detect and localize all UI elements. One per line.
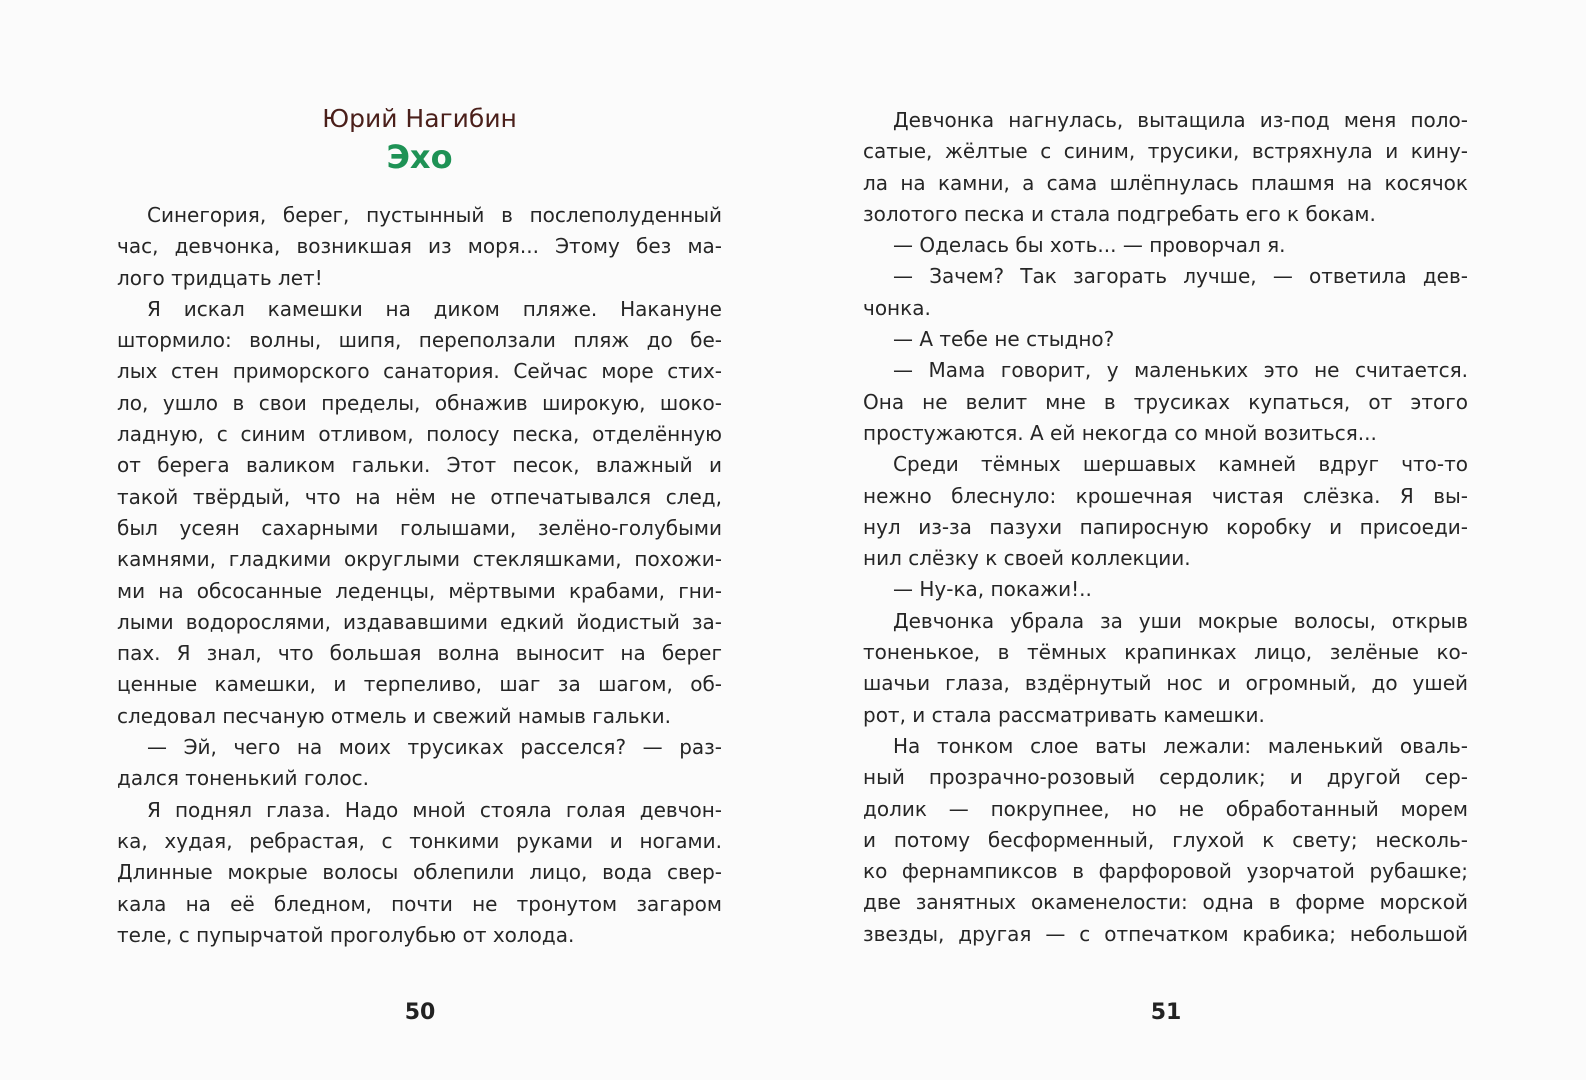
right-page-body (863, 105, 1468, 950)
paragraph (863, 355, 1468, 449)
text-line: две занятных окаменелости: одна в форме морской (863, 890, 1468, 915)
text-line: Длинные мокрые волосы облепили лицо, вода свер- (117, 860, 722, 885)
text-line: Я поднял глаза. Надо мной стояла голая девчон- (147, 797, 722, 822)
text-line: нул из-за пазухи папиросную коробку и присоеди- (863, 514, 1468, 539)
text-line: рот, и стала рассматривать камешки. (863, 702, 1265, 727)
text-line: ла на камни, а сама шлёпнулась плашмя на косячок (863, 170, 1468, 195)
text-line: час, девчонка, возникшая из моря... Этому без ма- (117, 234, 722, 259)
text-line: лых стен приморского санатория. Сейчас море стих- (117, 359, 722, 384)
paragraph (117, 294, 722, 732)
text-line: дался тоненький голос. (117, 766, 369, 791)
text-line: тоненькое, в тёмных крапинках лицо, зелёные ко- (863, 640, 1468, 665)
story-title: Эхо (386, 138, 453, 176)
text-line: ко фернампиксов в фарфоровой узорчатой рубашке; (863, 859, 1468, 884)
text-line: Я искал камешки на диком пляже. Накануне (147, 296, 722, 321)
text-line: Девчонка убрала за уши мокрые волосы, открыв (893, 608, 1468, 633)
text-line: звезды, другая — с отпечатком крабика; небольшой (863, 921, 1468, 946)
text-line: ка, худая, ребрастая, с тонкими руками и ногами. (117, 828, 722, 853)
page-number-right: 51 (1150, 1000, 1182, 1025)
text-line: Она не велит мне в трусиках купаться, от этого (863, 389, 1468, 414)
text-line: был усеян сахарными голышами, зелёно-голубыми (117, 515, 722, 540)
page-number-left: 50 (404, 1000, 436, 1025)
text-line: Среди тёмных шершавых камней вдруг что-то (893, 452, 1468, 477)
text-line: На тонком слое ваты лежали: маленький оваль- (893, 733, 1468, 758)
text-line: теле, с пупырчатой проголубью от холода. (117, 922, 575, 947)
text-line: — Мама говорит, у маленьких это не считается. (893, 358, 1468, 383)
text-line: золотого песка и стала подгребать его к бокам. (863, 201, 1376, 226)
text-line: лого тридцать лет! (117, 265, 323, 290)
paragraph (863, 731, 1468, 950)
text-line: ло, ушло в свои пределы, обнажив широкую, шоко- (117, 390, 722, 415)
text-line: — Зачем? Так загорать лучше, — ответила дев- (893, 264, 1468, 289)
paragraph (863, 574, 1468, 605)
text-line: от берега валиком гальки. Этот песок, влажный и (117, 453, 722, 478)
paragraph (117, 795, 722, 951)
text-line: сатые, жёлтые с синим, трусики, встряхнула и кину- (863, 139, 1468, 164)
text-line: — Оделась бы хоть... — проворчал я. (893, 233, 1286, 258)
text-line: такой твёрдый, что на нём не отпечатывался след, (117, 484, 722, 509)
text-line: — Ну-ка, покажи!.. (893, 577, 1092, 602)
text-line: ми на обсосанные леденцы, мёртвыми крабами, гни- (117, 578, 722, 603)
paragraph (863, 324, 1468, 355)
left-page-body (117, 200, 722, 951)
paragraph (863, 261, 1468, 324)
text-line: нежно блеснуло: крошечная чистая слёзка. Я вы- (863, 483, 1468, 508)
text-line: следовал песчаную отмель и свежий намыв гальки. (117, 703, 672, 728)
text-line: камнями, гладкими округлыми стекляшками, похожи- (117, 547, 722, 572)
text-line: чонка. (863, 295, 931, 320)
text-line: Девчонка нагнулась, вытащила из-под меня поло- (893, 108, 1468, 132)
text-line: кала на её бледном, почти не тронутом загаром (117, 891, 722, 916)
paragraph (863, 230, 1468, 261)
text-line: ладную, с синим отливом, полосу песка, отделённую (117, 422, 722, 447)
text-line: — А тебе не стыдно? (893, 327, 1115, 352)
text-line: лыми водорослями, издававшими едкий йодистый за- (117, 609, 722, 634)
paragraph (117, 732, 722, 795)
text-line: простужаются. А ей некогда со мной возиться... (863, 420, 1377, 445)
text-line: и потому бесформенный, глухой к свету; несколь- (863, 827, 1468, 852)
text-line: штормило: волны, шипя, переползали пляж до бе- (117, 328, 722, 353)
paragraph (117, 200, 722, 294)
paragraph (863, 449, 1468, 574)
right-page (793, 0, 1586, 1080)
text-line: Синегория, берег, пустынный в послеполуденный (147, 203, 722, 227)
paragraph (863, 105, 1468, 230)
text-line: долик — покрупнее, но не обработанный морем (863, 796, 1468, 821)
text-line: ный прозрачно-розовый сердолик; и другой сер- (863, 765, 1468, 790)
text-line: шачьи глаза, вздёрнутый нос и огромный, до ушей (863, 671, 1468, 696)
text-line: ценные камешки, и терпеливо, шаг за шагом, об- (117, 672, 722, 697)
paragraph (863, 606, 1468, 731)
text-line: нил слёзку к своей коллекции. (863, 546, 1191, 571)
author-name: Юрий Нагибин (322, 104, 517, 133)
text-line: пах. Я знал, что большая волна выносит на берег (117, 641, 722, 666)
text-line: — Эй, чего на моих трусиках расселся? — раз- (147, 735, 722, 760)
